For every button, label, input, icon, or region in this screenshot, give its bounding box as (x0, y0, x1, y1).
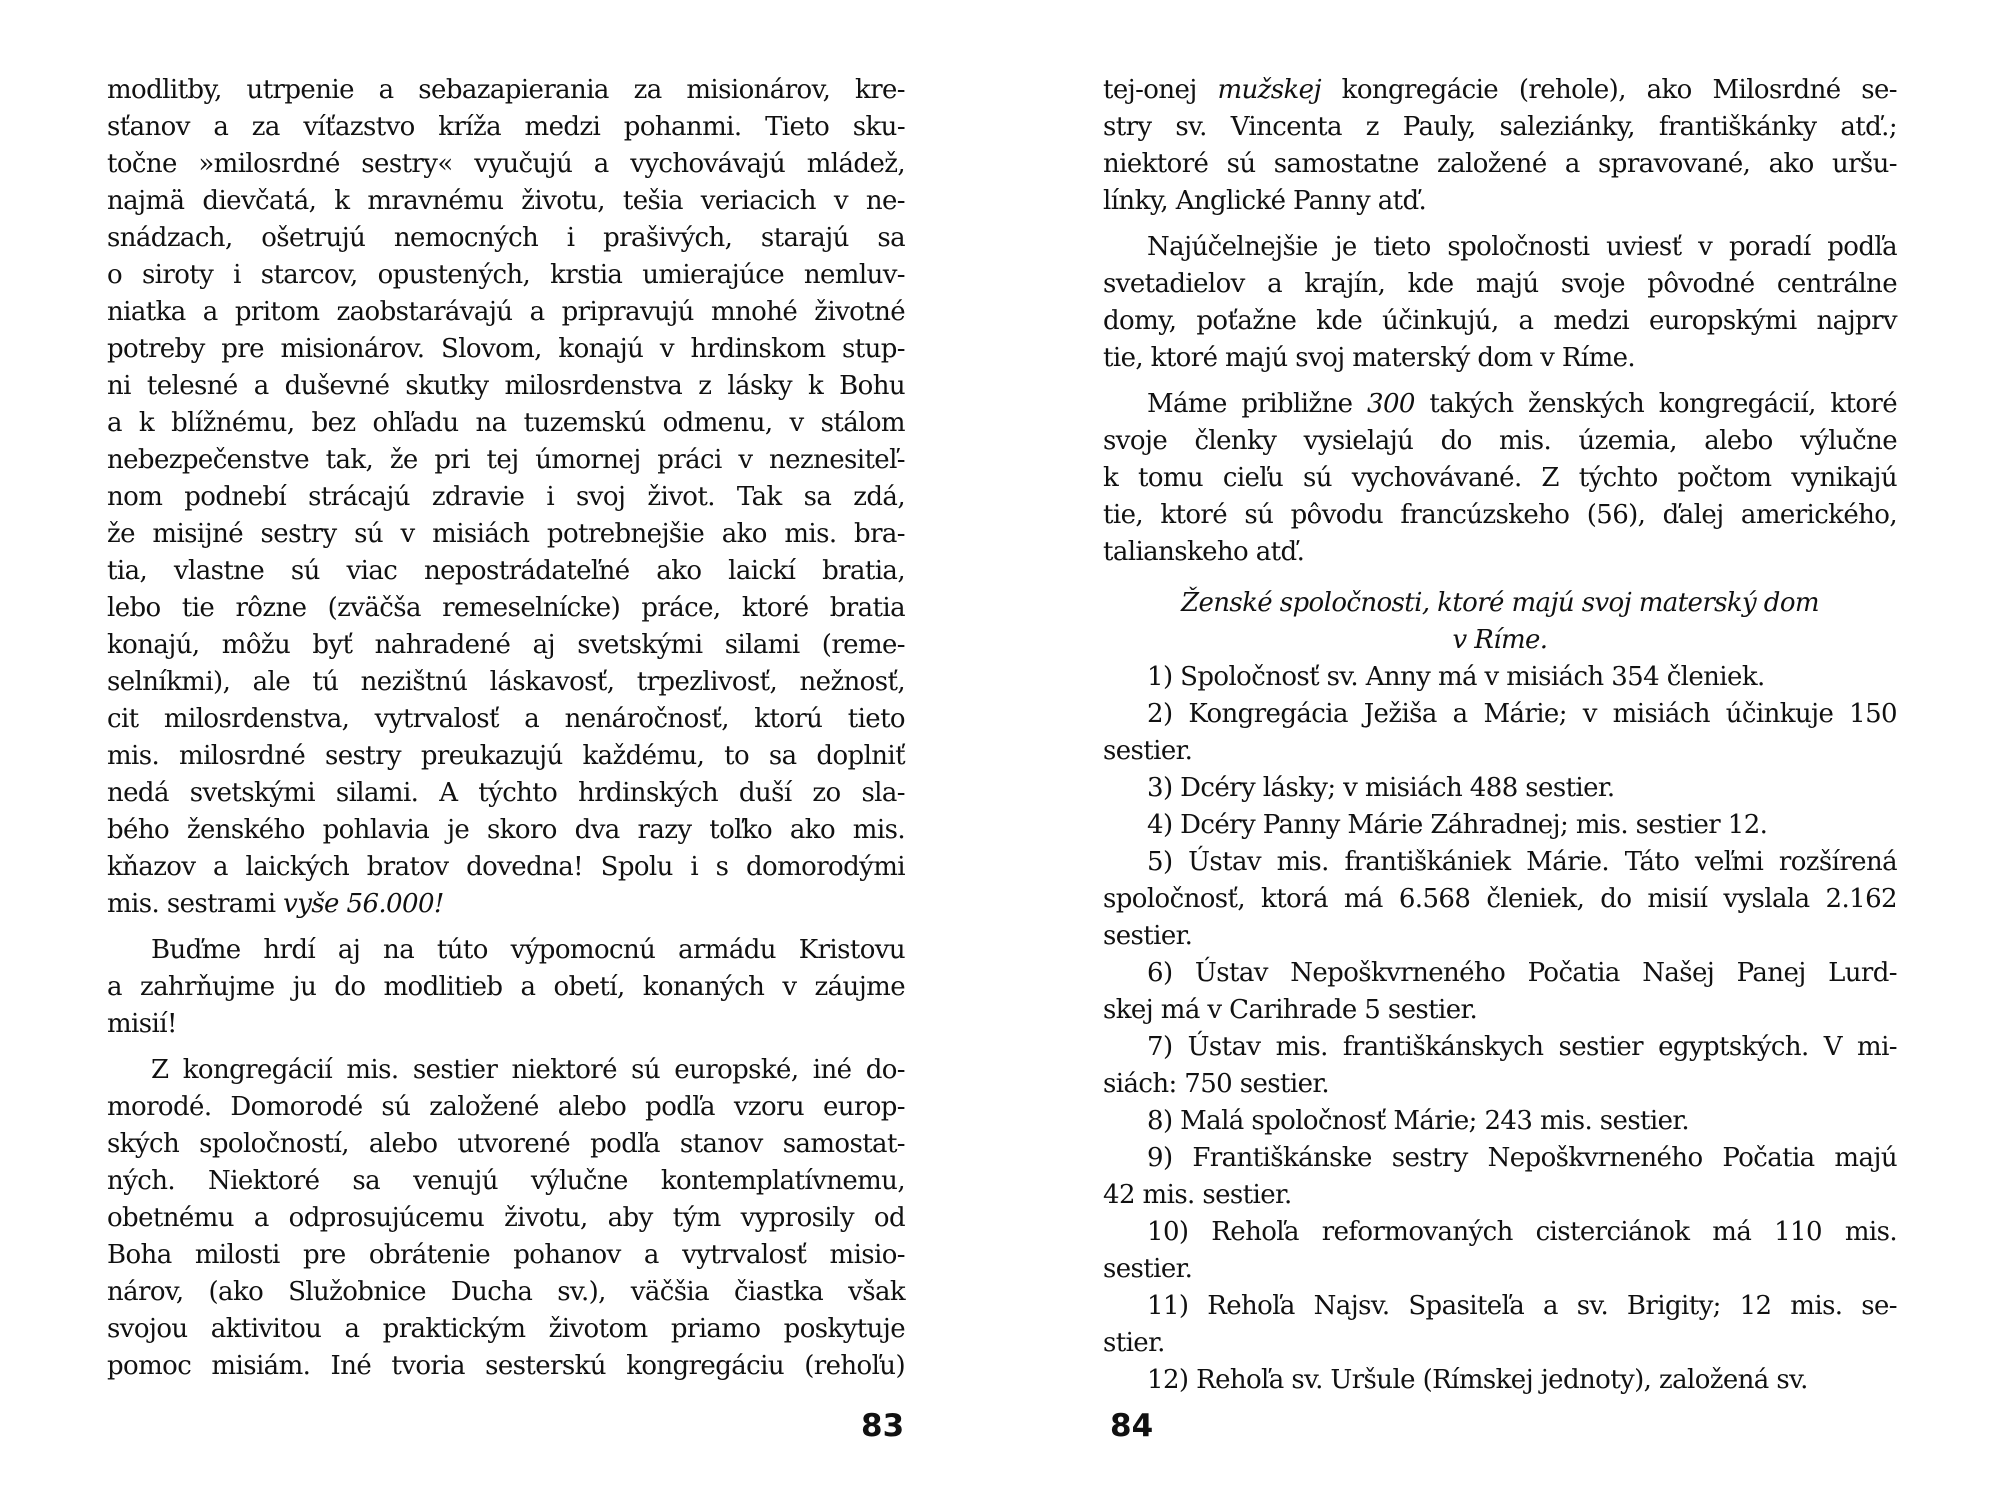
text-line: svoje členky vysielajú do mis. územia, alebo výlučne (1103, 426, 1897, 456)
list-item (1103, 696, 1897, 770)
list-item-line: 11) Rehoľa Najsv. Spasiteľa a sv. Brigity; 12 mis. se- (1147, 1291, 1897, 1321)
list-item (1103, 955, 1897, 1029)
page-number-right: 84 (1110, 1408, 1154, 1444)
text-line: línky, Anglické Panny atď. (1103, 186, 1427, 216)
list-item-line: skej má v Carihrade 5 sestier. (1103, 995, 1478, 1025)
emphasis-number: 300 (1367, 389, 1415, 419)
text-line: a zahrňujme ju do modlitieb a obetí, konaných v záujme (107, 972, 905, 1002)
paragraph-ordering (1103, 229, 1897, 377)
text-run: mis. sestrami (107, 889, 284, 919)
list-item-line: 4) Dcéry Panny Márie Záhradnej; mis. sestier 12. (1147, 810, 1768, 840)
text-line: Buďme hrdí aj na túto výpomocnú armádu Kristovu (151, 935, 905, 965)
emphasis-number: vyše 56.000! (283, 889, 444, 919)
right-page (1103, 72, 1897, 1399)
text-line (107, 886, 905, 923)
text-line: misií! (107, 1009, 177, 1039)
list-item-line: 7) Ústav mis. františkánskych sestier egyptských. V mi- (1147, 1032, 1897, 1062)
text-line: sťanov a za víťazstvo kríža medzi pohanmi. Tieto sku- (107, 112, 905, 142)
text-line (1103, 72, 1897, 109)
text-line: točne »milosrdné sestry« vyučujú a vychovávajú mládež, (107, 149, 905, 179)
page-number-left: 83 (861, 1408, 905, 1444)
list-item-line: 12) Rehoľa sv. Uršule (Rímskej jednoty), založená sv. (1147, 1365, 1808, 1395)
text-line: nebezpečenstve tak, že pri tej úmornej práci v neznesiteľ- (107, 445, 905, 475)
list-item-line: 1) Spoločnosť sv. Anny má v misiách 354 členiek. (1147, 662, 1765, 692)
text-line: ni telesné a duševné skutky milosrdenstva z lásky k Bohu (107, 371, 905, 401)
text-line: nom podnebí strácajú zdravie i svoj život. Tak sa zdá, (107, 482, 905, 512)
text-line: talianskeho atď. (1103, 537, 1305, 567)
paragraph-continuation (1103, 72, 1897, 220)
list-item-line: 42 mis. sestier. (1103, 1180, 1292, 1210)
text-line: najmä dievčatá, k mravnému životu, tešia veriacich v ne- (107, 186, 905, 216)
congregation-list (1103, 659, 1897, 1399)
text-line: že misijné sestry sú v misiách potrebnejšie ako mis. bra- (107, 519, 905, 549)
list-item (1103, 1214, 1897, 1288)
paragraph-gap (107, 1043, 905, 1052)
paragraph-gap (1103, 377, 1897, 386)
list-item-line: 10) Rehoľa reformovaných cisterciánok má 110 mis. (1147, 1217, 1897, 1247)
text-line: morodé. Domorodé sú založené alebo podľa vzoru europ- (107, 1092, 905, 1122)
list-item (1103, 659, 1897, 696)
list-item-line: spoločnosť, ktorá má 6.568 členiek, do misií vyslala 2.162 (1103, 884, 1897, 914)
text-line: Najúčelnejšie je tieto spoločnosti uviesť v poradí podľa (1147, 232, 1897, 262)
list-item (1103, 1029, 1897, 1103)
list-item-line: 9) Františkánske sestry Nepoškvrneného Počatia majú (1147, 1143, 1897, 1173)
text-line: Boha milosti pre obrátenie pohanov a vytrvalosť misio- (107, 1240, 905, 1270)
text-line: pomoc misiám. Iné tvoria sesterskú kongregáciu (rehoľu) (107, 1351, 905, 1381)
list-item-line: 5) Ústav mis. františkániek Márie. Táto veľmi rozšírená (1147, 847, 1897, 877)
text-run: tej-onej (1103, 75, 1218, 105)
list-item-line: siách: 750 sestier. (1103, 1069, 1330, 1099)
text-line: stry sv. Vincenta z Pauly, saleziánky, františkánky atď.; (1103, 112, 1897, 142)
text-line: konajú, môžu byť nahradené aj svetskými silami (reme- (107, 630, 905, 660)
text-run: takých ženských kongregácií, ktoré (1414, 389, 1897, 419)
list-item (1103, 844, 1897, 955)
section-heading (1103, 585, 1897, 659)
text-line: kňazov a laických bratov dovedna! Spolu i s domorodými (107, 852, 905, 882)
left-page (107, 72, 905, 1385)
text-line: tie, ktoré sú pôvodu francúzskeho (56), ďalej amerického, (1103, 500, 1897, 530)
text-line (1103, 386, 1897, 423)
paragraph-gap (1103, 220, 1897, 229)
text-line: Z kongregácií mis. sestier niektoré sú europské, iné do- (151, 1055, 905, 1085)
list-item (1103, 1103, 1897, 1140)
text-line: tia, vlastne sú viac nepostrádateľné ako laickí bratia, (107, 556, 905, 586)
list-item-line: 3) Dcéry lásky; v misiách 488 sestier. (1147, 773, 1615, 803)
text-line: mis. milosrdné sestry preukazujú každému, to sa doplniť (107, 741, 905, 771)
text-line: snádzach, ošetrujú nemocných i prašivých, starajú sa (107, 223, 905, 253)
text-line: selníkmi), ale tú nezištnú láskavosť, trpezlivosť, nežnosť, (107, 667, 905, 697)
paragraph-congregations (107, 1052, 905, 1385)
text-run: kongregácie (rehole), ako Milosrdné se- (1320, 75, 1897, 105)
text-line: nárov, (ako Služobnice Ducha sv.), väčšia čiastka však (107, 1277, 905, 1307)
text-line: bého ženského pohlavia je skoro dva razy toľko ako mis. (107, 815, 905, 845)
text-line: niektoré sú samostatne založené a spravované, ako uršu- (1103, 149, 1897, 179)
emphasis-word: mužskej (1217, 75, 1321, 105)
text-line: nedá svetskými silami. A týchto hrdinských duší zo sla- (107, 778, 905, 808)
list-item (1103, 1140, 1897, 1214)
heading-line: Ženské spoločnosti, ktoré majú svoj materský dom (1181, 588, 1819, 618)
paragraph-count (1103, 386, 1897, 571)
list-item-line: stier. (1103, 1328, 1165, 1358)
text-line: svetadielov a krajín, kde majú svoje pôvodné centrálne (1103, 269, 1897, 299)
paragraph-gap (107, 923, 905, 932)
list-item-line: sestier. (1103, 921, 1193, 951)
list-item-line: sestier. (1103, 1254, 1193, 1284)
text-line: k tomu cieľu sú vychovávané. Z týchto počtom vynikajú (1103, 463, 1897, 493)
text-line: tie, ktoré majú svoj materský dom v Ríme. (1103, 343, 1636, 373)
list-item-line: sestier. (1103, 736, 1193, 766)
heading-line: v Ríme. (1452, 625, 1548, 655)
list-item (1103, 807, 1897, 844)
text-line: a k blížnému, bez ohľadu na tuzemskú odmenu, v stálom (107, 408, 905, 438)
list-item-line: 6) Ústav Nepoškvrneného Počatia Našej Panej Lurd- (1147, 958, 1897, 988)
text-line: o siroty i starcov, opustených, krstia umierajúce nemluv- (107, 260, 905, 290)
list-item (1103, 770, 1897, 807)
list-item (1103, 1288, 1897, 1362)
text-line: domy, poťažne kde účinkujú, a medzi europskými najprv (1103, 306, 1897, 336)
text-line: ských spoločností, alebo utvorené podľa stanov samostat- (107, 1129, 905, 1159)
list-item (1103, 1362, 1897, 1399)
text-line: cit milosrdenstva, vytrvalosť a nenáročnosť, ktorú tieto (107, 704, 905, 734)
text-line: modlitby, utrpenie a sebazapierania za misionárov, kre- (107, 75, 905, 105)
text-line: obetnému a odprosujúcemu životu, aby tým vyprosily od (107, 1203, 905, 1233)
text-line: ných. Niektoré sa venujú výlučne kontemplatívnemu, (107, 1166, 905, 1196)
list-item-line: 2) Kongregácia Ježiša a Márie; v misiách účinkuje 150 (1147, 699, 1897, 729)
text-line: potreby pre misionárov. Slovom, konajú v hrdinskom stup- (107, 334, 905, 364)
paragraph-missionary-sisters (107, 72, 905, 923)
heading-gap (1103, 571, 1897, 585)
text-line: svojou aktivitou a praktickým životom priamo poskytuje (107, 1314, 905, 1344)
list-item-line: 8) Malá spoločnosť Márie; 243 mis. sestier. (1147, 1106, 1690, 1136)
paragraph-exhortation (107, 932, 905, 1043)
text-run: Máme približne (1147, 389, 1367, 419)
text-line: lebo tie rôzne (zväčša remeselnícke) práce, ktoré bratia (107, 593, 905, 623)
text-line: niatka a pritom zaobstarávajú a pripravujú mnohé životné (107, 297, 905, 327)
